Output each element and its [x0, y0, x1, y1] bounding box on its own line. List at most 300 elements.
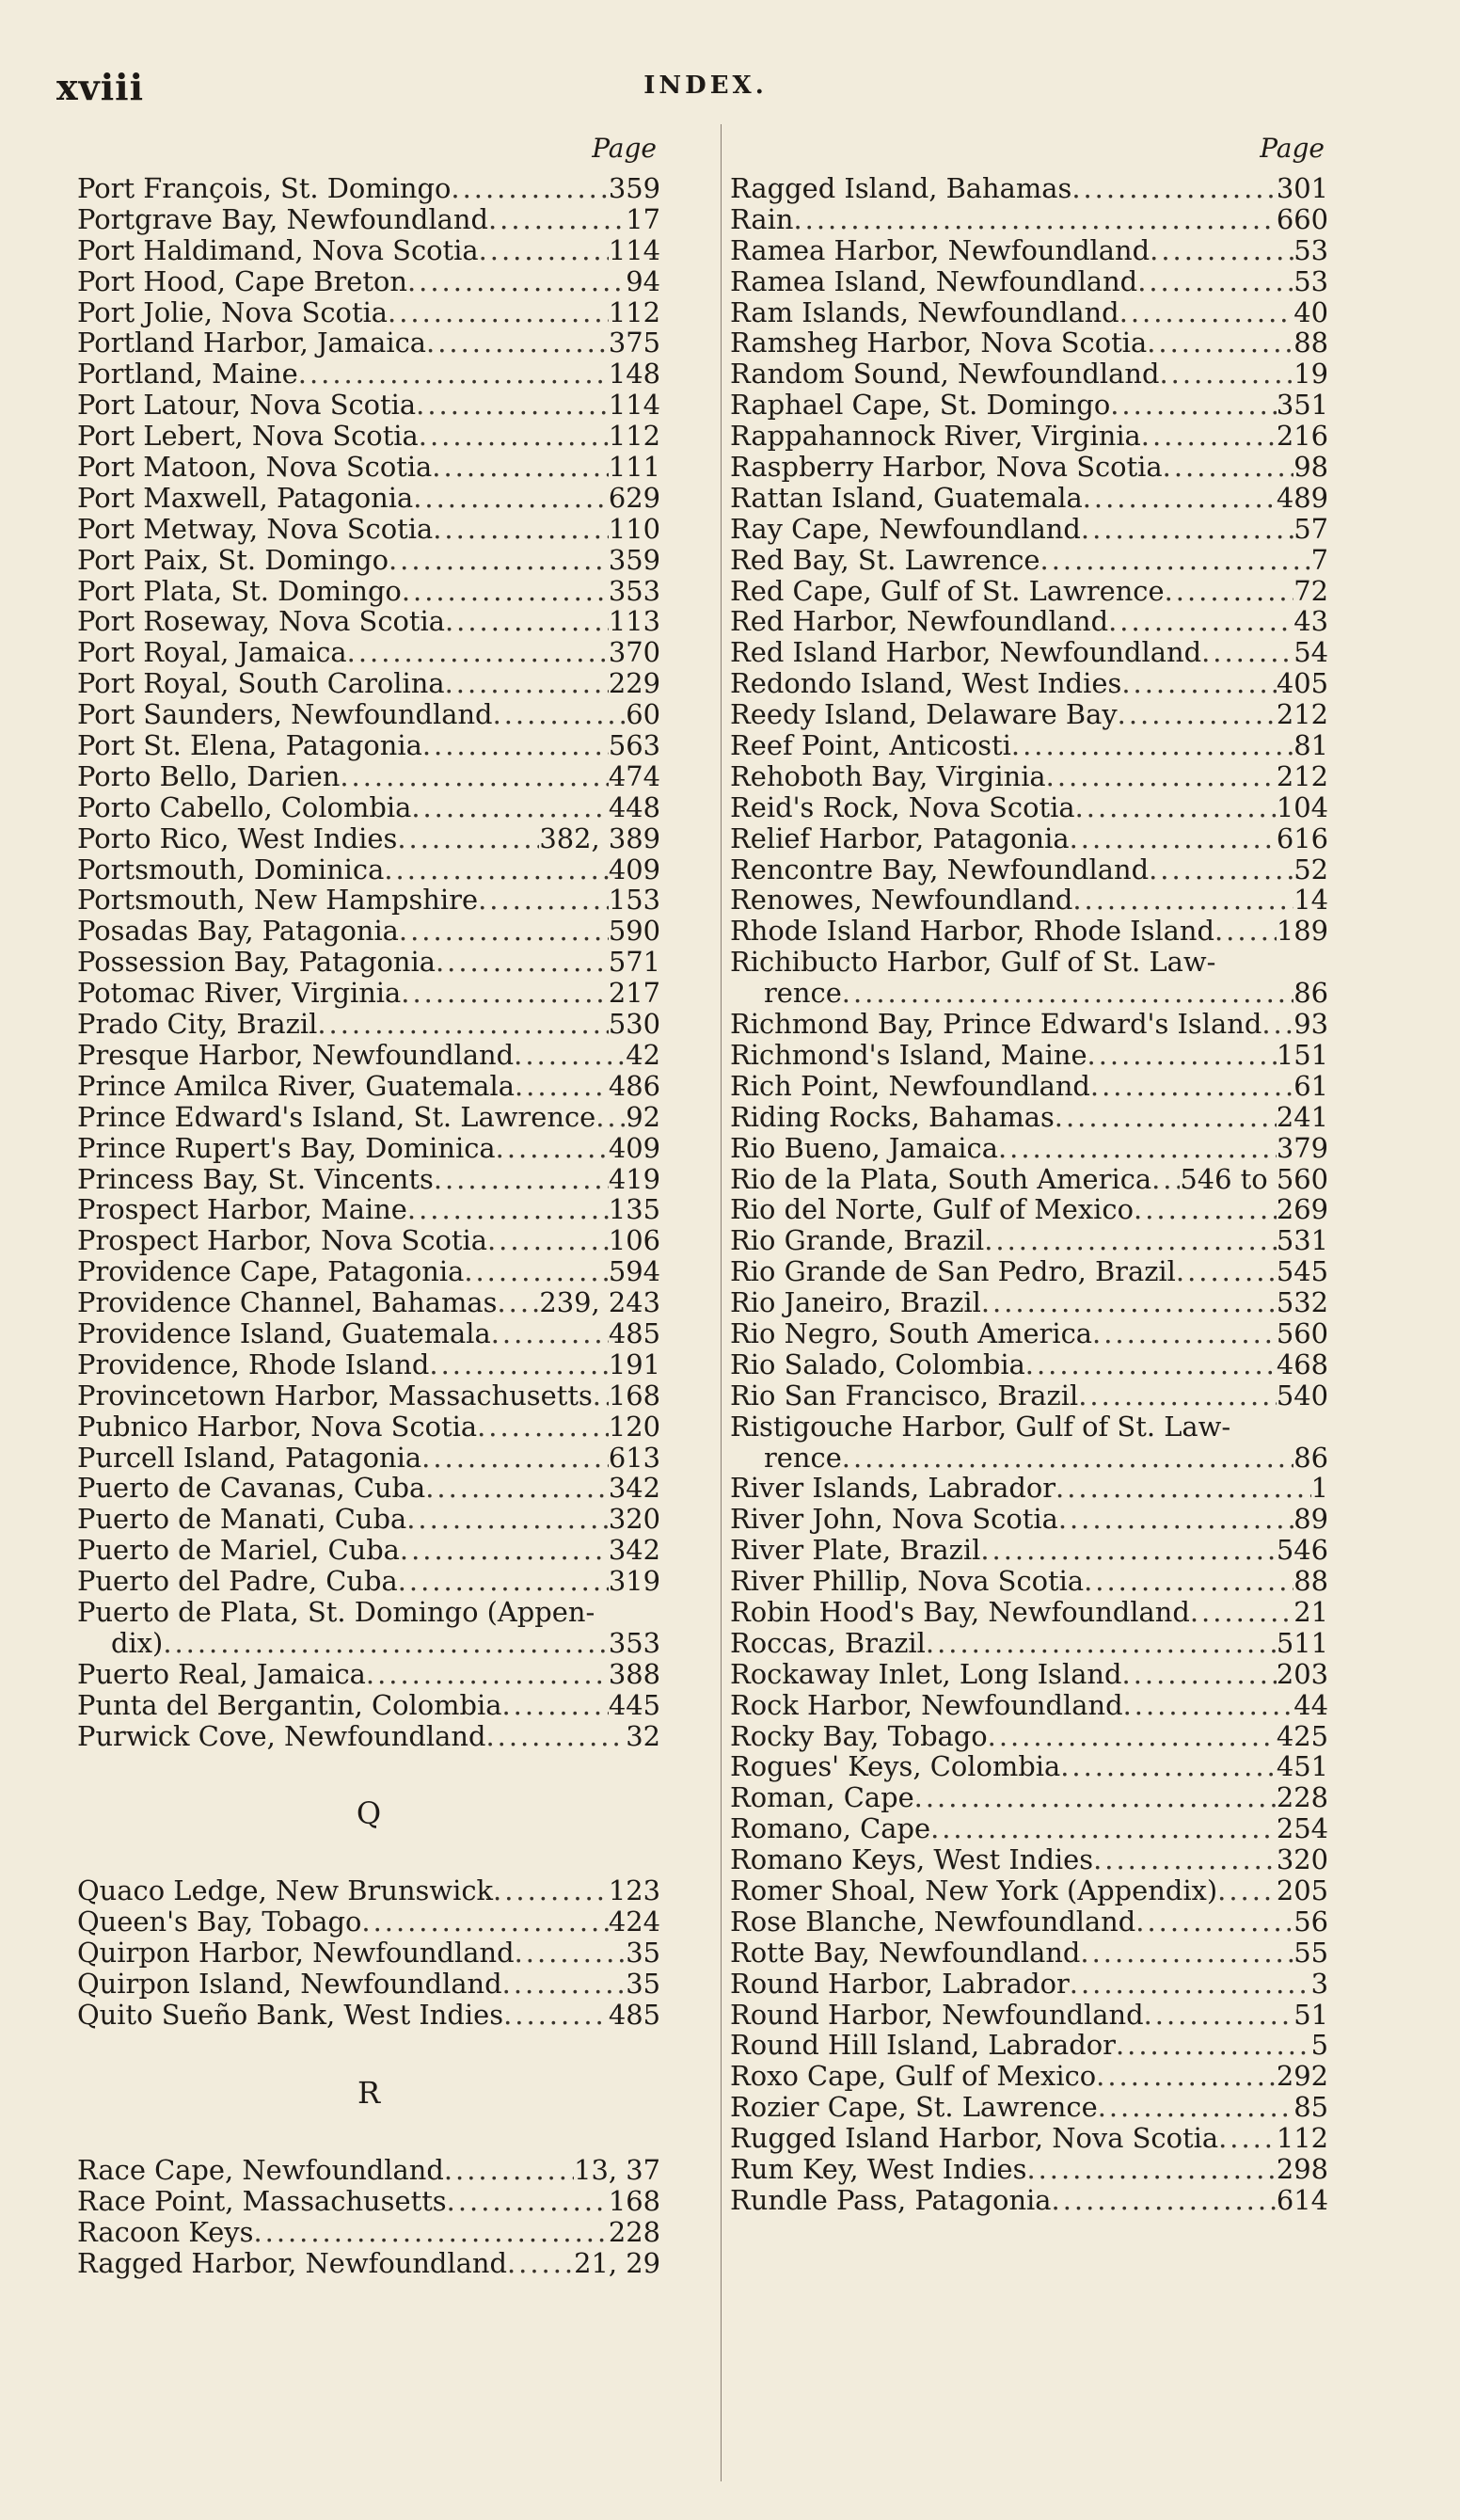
index-entry — [77, 297, 660, 328]
leader-dots — [398, 1566, 609, 1597]
entry-name: Race Cape, Newfoundland — [77, 2153, 444, 2186]
index-entry — [730, 576, 1328, 607]
entry-name: Rattan Island, Guatemala — [730, 481, 1083, 514]
entry-name: Prince Edward's Island, St. Lawrence — [77, 1100, 596, 1133]
leader-dots — [1072, 885, 1293, 916]
entry-page: 379 — [1276, 1131, 1328, 1164]
leader-dots — [400, 1535, 609, 1566]
leader-dots — [1070, 823, 1277, 854]
leader-dots — [399, 916, 609, 947]
leader-dots — [163, 1628, 609, 1659]
index-entry — [77, 947, 660, 978]
entry-page: 56 — [1293, 1905, 1328, 1938]
entry-page: 212 — [1276, 698, 1328, 731]
entry-page: 212 — [1276, 759, 1328, 792]
entry-page: 3 — [1310, 1967, 1328, 2000]
entry-page: 359 — [608, 543, 660, 576]
entry-name: Rio de la Plata, South America — [730, 1162, 1152, 1195]
entry-page: 375 — [608, 327, 660, 359]
index-entry — [77, 978, 660, 1009]
leader-dots — [298, 359, 609, 390]
entry-name: Romano, Cape — [730, 1812, 931, 1845]
leader-dots — [426, 327, 609, 359]
entry-name: Roccas, Brazil — [730, 1626, 926, 1659]
index-entry — [730, 1813, 1328, 1844]
entry-name: Rum Key, West Indies — [730, 2153, 1027, 2185]
index-entry — [730, 606, 1328, 637]
entry-page: 425 — [1276, 1719, 1328, 1752]
index-entry — [77, 1349, 660, 1380]
entry-page: 319 — [608, 1565, 660, 1598]
index-entry — [730, 2123, 1328, 2154]
entry-name: Posadas Bay, Patagonia — [77, 915, 399, 948]
entry-name: Port Lebert, Nova Scotia — [77, 420, 419, 453]
index-entry — [77, 730, 660, 761]
index-entry — [730, 390, 1328, 421]
entry-name: Princess Bay, St. Vincents — [77, 1162, 434, 1195]
entry-name: Rio Grande de San Pedro, Brazil — [730, 1255, 1176, 1288]
entry-name: Porto Rico, West Indies — [77, 821, 398, 854]
index-entry — [730, 1504, 1328, 1535]
entry-page: 43 — [1293, 605, 1328, 638]
leader-dots — [419, 421, 609, 452]
entry-name: Rugged Island Harbor, Nova Scotia — [730, 2122, 1219, 2155]
leader-dots — [413, 483, 609, 514]
index-entry — [730, 327, 1328, 359]
entry-name: Ramea Island, Newfoundland — [730, 264, 1138, 297]
entry-name: Renowes, Newfoundland — [730, 884, 1073, 917]
index-entry — [730, 1256, 1328, 1287]
index-entry — [730, 1597, 1328, 1628]
entry-name: Robin Hood's Bay, Newfoundland — [730, 1595, 1190, 1628]
index-entry — [77, 1566, 660, 1597]
entry-page: 320 — [1276, 1843, 1328, 1876]
index-entry — [730, 2061, 1328, 2092]
entry-name: Providence Channel, Bahamas — [77, 1286, 498, 1319]
leader-dots — [1151, 1164, 1180, 1195]
leader-dots — [434, 1164, 609, 1195]
leader-dots — [1137, 266, 1293, 297]
entry-name: Ramsheg Harbor, Nova Scotia — [730, 327, 1148, 359]
leader-dots — [1058, 1504, 1293, 1535]
entry-page: 629 — [608, 481, 660, 514]
q-entries — [77, 1875, 660, 2030]
index-entry — [730, 885, 1328, 916]
entry-name: Roman, Cape — [730, 1781, 914, 1814]
entry-page: 353 — [608, 574, 660, 607]
index-entry — [730, 173, 1328, 204]
entry-page: 112 — [608, 295, 660, 328]
leader-dots — [1116, 2030, 1311, 2061]
leader-dots — [1150, 235, 1293, 266]
index-entry — [77, 1256, 660, 1287]
entry-page: 168 — [608, 1379, 660, 1412]
index-entry — [730, 1535, 1328, 1566]
leader-dots — [926, 1628, 1277, 1659]
leader-dots — [1092, 1318, 1277, 1349]
entry-name: Random Sound, Newfoundland — [730, 358, 1160, 391]
entry-name: Pubnico Harbor, Nova Scotia — [77, 1410, 478, 1443]
entry-page: 112 — [608, 420, 660, 453]
leader-dots — [407, 266, 626, 297]
index-entry — [77, 885, 660, 916]
entry-name: River Islands, Labrador — [730, 1472, 1056, 1505]
entry-name: Rio Negro, South America — [730, 1316, 1093, 1349]
index-entry — [77, 1659, 660, 1690]
entry-page: 14 — [1293, 884, 1328, 917]
entry-name: Ramea Harbor, Newfoundland — [730, 233, 1151, 266]
index-entry — [77, 1412, 660, 1443]
index-entry — [77, 545, 660, 576]
entry-page: 85 — [1293, 2091, 1328, 2124]
entry-page: 594 — [608, 1255, 660, 1288]
entry-page: 123 — [608, 1874, 660, 1907]
entry-name: Puerto de Cavanas, Cuba — [77, 1472, 426, 1505]
entry-page: 217 — [608, 977, 660, 1010]
entry-page: 320 — [608, 1503, 660, 1536]
index-entry — [77, 1443, 660, 1474]
running-head: INDEX. — [643, 72, 768, 100]
entry-page: 72 — [1293, 574, 1328, 607]
leader-dots — [464, 1256, 609, 1287]
entry-name: Reid's Rock, Nova Scotia — [730, 790, 1075, 823]
index-entry — [730, 2185, 1328, 2216]
entry-name: Rappahannock River, Virginia — [730, 420, 1141, 453]
index-entry — [730, 730, 1328, 761]
index-entry — [730, 1938, 1328, 1969]
entry-page: 106 — [608, 1224, 660, 1257]
page-header — [56, 66, 1355, 113]
index-entry — [77, 235, 660, 266]
entry-name: Punta del Bergantin, Colombia — [77, 1688, 502, 1721]
leader-dots — [1218, 2123, 1277, 2154]
leader-dots — [1110, 390, 1277, 421]
index-entry — [730, 1844, 1328, 1875]
leader-dots — [1149, 854, 1293, 885]
entry-page: 228 — [1276, 1781, 1328, 1814]
entry-page: 468 — [1276, 1348, 1328, 1380]
left-entries — [77, 173, 660, 1751]
section-letter-q: Q — [356, 1795, 382, 1832]
index-entry — [77, 1690, 660, 1721]
leader-dots — [488, 204, 626, 235]
index-entry — [730, 1443, 1328, 1474]
entry-page: 342 — [608, 1534, 660, 1567]
index-entry — [77, 2186, 660, 2217]
leader-dots — [1060, 1751, 1277, 1782]
index-entry — [77, 1071, 660, 1102]
leader-dots — [1070, 1969, 1311, 2000]
entry-page: 114 — [608, 389, 660, 422]
leader-dots — [1163, 452, 1294, 483]
entry-name: Prince Rupert's Bay, Dominica — [77, 1131, 496, 1164]
index-entry — [730, 699, 1328, 730]
leader-dots — [595, 1102, 626, 1133]
entry-name: Purwick Cove, Newfoundland — [77, 1719, 486, 1752]
entry-name: Raphael Cape, St. Domingo — [730, 389, 1111, 422]
entry-page: 61 — [1293, 1069, 1328, 1102]
entry-page: 205 — [1276, 1874, 1328, 1906]
index-entry — [730, 1875, 1328, 1906]
entry-page: 32 — [626, 1719, 660, 1752]
leader-dots — [433, 514, 609, 545]
entry-name: Ram Islands, Newfoundland — [730, 295, 1119, 328]
entry-name: Prado City, Brazil — [77, 1008, 318, 1041]
leader-dots — [501, 1690, 608, 1721]
entry-name: Providence, Rhode Island — [77, 1348, 430, 1380]
leader-dots — [842, 1443, 1293, 1474]
entry-page: 89 — [1293, 1503, 1328, 1536]
entry-name: Port Jolie, Nova Scotia — [77, 295, 389, 328]
entry-name: Rain — [730, 202, 794, 235]
leader-dots — [988, 1721, 1277, 1752]
leader-dots — [1190, 1597, 1293, 1628]
index-entry — [730, 637, 1328, 668]
index-entry — [77, 1287, 660, 1318]
entry-name: Rio San Francisco, Brazil — [730, 1379, 1079, 1412]
leader-dots — [397, 823, 539, 854]
leader-dots — [493, 1875, 609, 1906]
index-entry — [77, 1380, 660, 1412]
entry-name: Puerto Real, Jamaica — [77, 1657, 366, 1690]
entry-name: Presque Harbor, Newfoundland — [77, 1038, 515, 1071]
leader-dots — [1081, 514, 1293, 545]
entry-name: Portsmouth, Dominica — [77, 853, 385, 885]
leader-dots — [1123, 1690, 1294, 1721]
entry-page: 114 — [608, 233, 660, 266]
index-entry — [730, 1318, 1328, 1349]
index-entry — [77, 1969, 660, 2000]
entry-page: 19 — [1293, 358, 1328, 391]
entry-page: 342 — [608, 1472, 660, 1505]
leader-dots — [1135, 1906, 1293, 1938]
index-entry — [730, 2030, 1328, 2061]
entry-page: 486 — [608, 1069, 660, 1102]
entry-name: Rundle Pass, Patagonia — [730, 2183, 1052, 2216]
index-entry — [730, 978, 1328, 1009]
index-entry — [77, 452, 660, 483]
entry-page: 563 — [608, 729, 660, 762]
index-entry — [77, 421, 660, 452]
index-entry — [77, 637, 660, 668]
index-entry — [730, 1194, 1328, 1225]
entry-name: Race Point, Massachusetts — [77, 2184, 447, 2217]
index-entry — [730, 545, 1328, 576]
entry-page: 51 — [1293, 1998, 1328, 2031]
entry-name: Romer Shoal, New York (Appendix) — [730, 1874, 1218, 1906]
entry-page: 54 — [1293, 636, 1328, 669]
entry-name: Rio Janeiro, Brazil — [730, 1286, 981, 1319]
entry-name: Quaco Ledge, New Brunswick — [77, 1874, 494, 1907]
index-entry — [77, 1133, 660, 1164]
entry-name: Port Paix, St. Domingo — [77, 543, 389, 576]
leader-dots — [422, 730, 609, 761]
leader-dots — [479, 235, 609, 266]
entry-name: Rencontre Bay, Newfoundland — [730, 853, 1150, 885]
index-entry — [730, 1628, 1328, 1659]
entry-name: River John, Nova Scotia — [730, 1503, 1058, 1536]
entry-name: Riding Rocks, Bahamas — [730, 1100, 1055, 1133]
entry-name: Puerto de Mariel, Cuba — [77, 1534, 400, 1567]
leader-dots — [445, 606, 609, 637]
entry-name: Porto Bello, Darien — [77, 759, 341, 792]
entry-page: 388 — [608, 1657, 660, 1690]
index-entry — [77, 1009, 660, 1040]
entry-page: 40 — [1293, 295, 1328, 328]
entry-page: 153 — [608, 884, 660, 917]
index-entry-line: Puerto de Plata, St. Domingo (Appen- — [77, 1595, 595, 1628]
leader-dots — [425, 1473, 609, 1504]
index-entry — [730, 668, 1328, 699]
leader-dots — [930, 1813, 1277, 1844]
entry-page: 531 — [1276, 1224, 1328, 1257]
leader-dots — [1087, 1040, 1277, 1071]
leader-dots — [1159, 359, 1293, 390]
index-entry — [77, 173, 660, 204]
entry-page: 53 — [1293, 233, 1328, 266]
entry-page: 269 — [1276, 1193, 1328, 1226]
entry-page: 545 — [1276, 1255, 1328, 1288]
r-entries — [77, 2155, 660, 2279]
leader-dots — [1118, 699, 1277, 730]
index-entry — [77, 854, 660, 885]
entry-page: 7 — [1310, 543, 1328, 576]
entry-page: 405 — [1276, 667, 1328, 700]
index-entry — [730, 2092, 1328, 2123]
entry-name: Racoon Keys — [77, 2215, 254, 2248]
entry-page: 382, 389 — [539, 821, 660, 854]
leader-dots — [515, 1071, 609, 1102]
entry-page: 86 — [1293, 977, 1328, 1010]
entry-name: Port Metway, Nova Scotia — [77, 512, 434, 545]
index-entry — [77, 2248, 660, 2279]
leader-dots — [487, 1225, 609, 1256]
entry-name: Port Maxwell, Patagonia — [77, 481, 414, 514]
entry-page: 55 — [1293, 1936, 1328, 1969]
entry-name: Rio Bueno, Jamaica — [730, 1131, 998, 1164]
entry-name: Port Matoon, Nova Scotia — [77, 451, 433, 484]
entry-name: River Phillip, Nova Scotia — [730, 1565, 1085, 1598]
entry-page: 120 — [608, 1410, 660, 1443]
leader-dots — [401, 978, 609, 1009]
entry-page: 21, 29 — [574, 2246, 660, 2279]
leader-dots — [406, 1504, 609, 1535]
index-entry — [730, 297, 1328, 328]
leader-dots — [491, 1318, 609, 1349]
index-entry — [77, 792, 660, 823]
leader-dots — [497, 1287, 539, 1318]
leader-dots — [507, 2248, 574, 2279]
leader-dots — [496, 1133, 609, 1164]
entry-name: Rozier Cape, St. Lawrence — [730, 2091, 1098, 2124]
leader-dots — [253, 2217, 608, 2248]
entry-name: Portland Harbor, Jamaica — [77, 327, 427, 359]
leader-dots — [1134, 1194, 1277, 1225]
leader-dots — [444, 2155, 574, 2186]
index-entry — [77, 266, 660, 297]
entry-name: Prospect Harbor, Nova Scotia — [77, 1224, 487, 1257]
index-entry — [77, 1721, 660, 1752]
leader-dots — [984, 1225, 1277, 1256]
entry-continuation: dix) — [111, 1626, 164, 1659]
entry-page: 530 — [608, 1008, 660, 1041]
index-entry — [77, 1875, 660, 1906]
index-entry — [77, 606, 660, 637]
entry-name: Port St. Elena, Patagonia — [77, 729, 422, 762]
entry-page: 52 — [1293, 853, 1328, 885]
index-entry — [730, 204, 1328, 235]
entry-page: 57 — [1293, 512, 1328, 545]
leader-dots — [1080, 1938, 1293, 1969]
entry-name: Rio del Norte, Gulf of Mexico — [730, 1193, 1135, 1226]
entry-name: Reedy Island, Delaware Bay — [730, 698, 1118, 731]
page-column-label: Page — [1260, 133, 1325, 164]
entry-page: 86 — [1293, 1441, 1328, 1474]
leader-dots — [389, 545, 609, 576]
index-entry — [77, 916, 660, 947]
entry-name: Rhode Island Harbor, Rhode Island — [730, 915, 1214, 948]
entry-name: Raspberry Harbor, Nova Scotia — [730, 451, 1163, 484]
leader-dots — [1040, 545, 1311, 576]
index-entry — [730, 1566, 1328, 1597]
entry-page: 229 — [608, 667, 660, 700]
leader-dots — [402, 576, 609, 607]
index-entry — [77, 327, 660, 359]
leader-dots — [1011, 730, 1293, 761]
leader-dots — [1119, 297, 1294, 328]
entry-page: 590 — [608, 915, 660, 948]
entry-page: 660 — [1276, 202, 1328, 235]
entry-page: 445 — [608, 1688, 660, 1721]
entry-page: 451 — [1276, 1750, 1328, 1783]
index-entry — [730, 1164, 1328, 1195]
entry-page: 370 — [608, 636, 660, 669]
index-entry — [77, 1938, 660, 1969]
entry-page: 448 — [608, 790, 660, 823]
leader-dots — [1121, 668, 1277, 699]
entry-page: 424 — [608, 1906, 660, 1938]
entry-name: Redondo Island, West Indies — [730, 667, 1122, 700]
index-entry — [730, 514, 1328, 545]
entry-page: 189 — [1276, 915, 1328, 948]
index-entry — [77, 2217, 660, 2248]
leader-dots — [914, 1782, 1277, 1813]
entry-page: 88 — [1293, 327, 1328, 359]
leader-dots — [1176, 1256, 1277, 1287]
leader-dots — [1122, 1659, 1277, 1690]
leader-dots — [1214, 916, 1277, 947]
index-entry — [77, 1535, 660, 1566]
entry-page: 148 — [608, 358, 660, 391]
entry-name: Port Royal, South Carolina — [77, 667, 445, 700]
leader-dots — [1052, 2185, 1277, 2216]
index-entry — [77, 761, 660, 792]
leader-dots — [1084, 1566, 1293, 1597]
entry-name: Provincetown Harbor, Massachusetts — [77, 1379, 593, 1412]
leader-dots — [1090, 1071, 1293, 1102]
entry-name: Rockaway Inlet, Long Island — [730, 1657, 1122, 1690]
leader-dots — [1108, 606, 1293, 637]
index-entry — [77, 823, 660, 854]
index-entry — [730, 1690, 1328, 1721]
leader-dots — [1144, 2000, 1294, 2031]
entry-name: Port Hood, Cape Breton — [77, 264, 407, 297]
leader-dots — [515, 1938, 627, 1969]
entry-name: Port Saunders, Newfoundland — [77, 698, 493, 731]
leader-dots — [366, 1659, 609, 1690]
entry-name: Roxo Cape, Gulf of Mexico — [730, 2060, 1097, 2093]
index-entry — [77, 2000, 660, 2031]
